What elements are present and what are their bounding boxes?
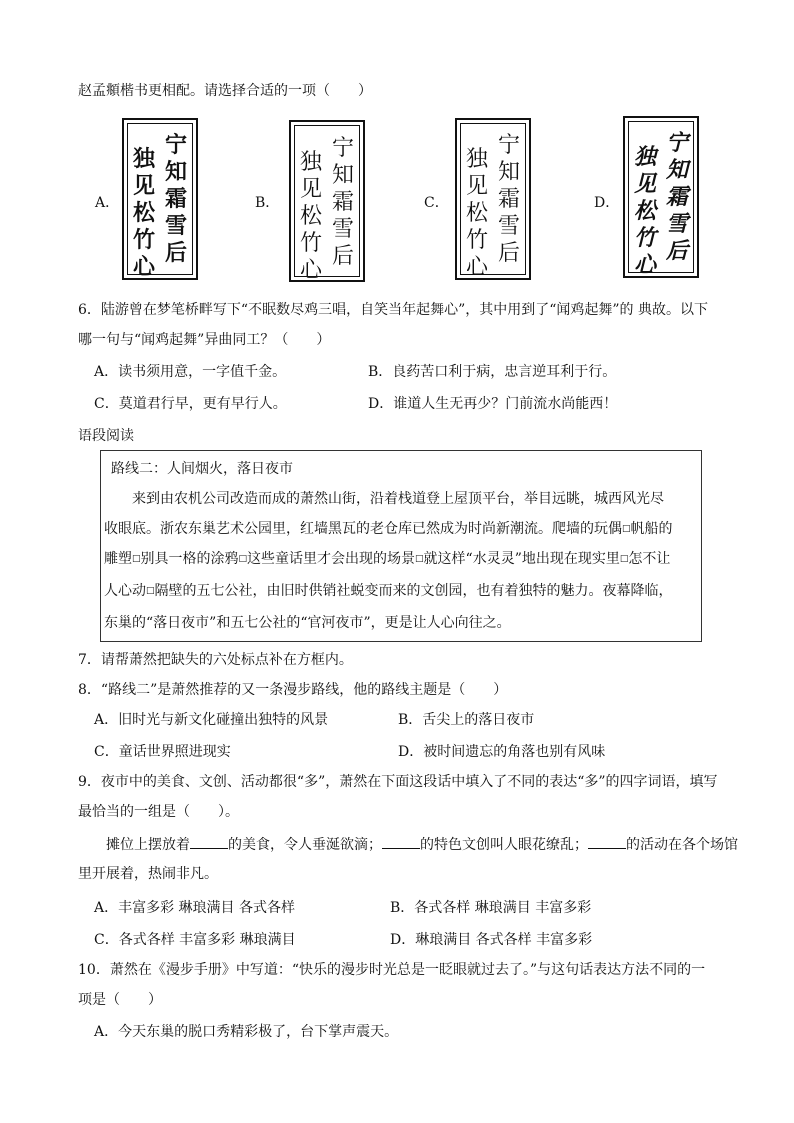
q6-option-a[interactable]: A．读书须用意，一字值千金。 (94, 364, 287, 380)
passage-heading: 路线二：人间烟火，落日夜市 (111, 461, 293, 477)
q10-stem-line1: 10．萧然在《漫步手册》中写道：“快乐的漫步时光总是一眨眼就过去了。”与这句话表达方法不同的一 (78, 962, 706, 978)
q9-paragraph-line1: 摊位上摆放着 的美食，令人垂涎欲滴； 的特色文创叫人眼花缭乱； 的活动在各个场馆 (106, 834, 738, 855)
q8-option-b[interactable]: B．舌尖上的落日夜市 (398, 712, 535, 728)
q9-option-b[interactable]: B．各式各样 琳琅满目 丰富多彩 (390, 900, 592, 916)
punctuation-box[interactable]: □ (415, 554, 424, 564)
option-a-label: A． (95, 195, 120, 211)
q9-paragraph-line2: 里开展着，热闹非凡。 (78, 866, 218, 882)
punctuation-box[interactable]: □ (238, 554, 248, 564)
q9-option-d[interactable]: D．琳琅满目 各式各样 丰富多彩 (390, 932, 593, 948)
q9-option-a[interactable]: A．丰富多彩 琳琅满目 各式各样 (94, 900, 296, 916)
calligraphy-option-d[interactable]: 宁 知 霜 雪 后 独 见 松 竹 心 (623, 116, 699, 278)
fill-blank[interactable] (382, 834, 420, 849)
q8-option-d[interactable]: D．被时间遗忘的角落也别有风味 (398, 744, 606, 760)
q6-option-c[interactable]: C．莫道君行早，更有早行人。 (94, 396, 287, 412)
calligraphy-option-c[interactable]: 宁 知 霜 雪 后 独 见 松 竹 心 (455, 118, 531, 280)
passage-line: 收眼底。浙农东巢艺术公园里，红墙黑瓦的老仓库已然成为时尚新潮流。爬墙的玩偶□帆船的 (104, 521, 673, 537)
passage-box (100, 450, 702, 642)
option-c-label: C． (424, 195, 449, 211)
q6-option-d[interactable]: D．谁道人生无再少？门前流水尚能西！ (368, 396, 618, 412)
q9-option-c[interactable]: C．各式各样 丰富多彩 琳琅满目 (94, 932, 296, 948)
passage-line: 东巢的“落日夜市”和五七公社的“官河夜市”，更是让人心向往之。 (104, 615, 511, 631)
q8-stem: 8．“路线二”是萧然推荐的又一条漫步路线，他的路线主题是（ ） (78, 682, 508, 698)
q8-option-a[interactable]: A．旧时光与新文化碰撞出独特的风景 (94, 712, 329, 728)
section-title: 语段阅读 (78, 428, 134, 444)
q6-stem-line1: 6．陆游曾在梦笔桥畔写下“不眠数尽鸡三唱，自笑当年起舞心”，其中用到了“闻鸡起舞”的 典故。以下 (78, 302, 708, 318)
q7-stem: 7．请帮萧然把缺失的六处标点补在方框内。 (78, 652, 353, 668)
option-b-label: B． (255, 195, 280, 211)
q9-stem-line1: 9．夜市中的美食、文创、活动都很“多”，萧然在下面这段话中填入了不同的表达“多”的四字词语，填写 (78, 774, 718, 790)
fill-blank[interactable] (588, 834, 626, 849)
calligraphy-option-a[interactable]: 宁 知 霜 雪 后 独 见 松 竹 心 (122, 118, 198, 280)
punctuation-box[interactable]: □ (619, 554, 629, 564)
option-d-label: D． (594, 195, 620, 211)
passage-line: 来到由农机公司改造而成的萧然山街，沿着栈道登上屋顶平台，举目远眺，城西风光尽 (132, 491, 664, 507)
q6-option-b[interactable]: B．良药苦口利于病，忠言逆耳利于行。 (368, 364, 617, 380)
intro-line: 赵孟頫楷书更相配。请选择合适的一项（ ） (78, 83, 372, 99)
q10-option-a[interactable]: A．今天东巢的脱口秀精彩极了，台下掌声震天。 (94, 1024, 399, 1040)
q9-stem-line2: 最恰当的一组是（ ）。 (78, 804, 239, 820)
punctuation-box[interactable]: □ (132, 554, 141, 564)
punctuation-box[interactable]: □ (622, 524, 631, 534)
q10-stem-line2: 项是（ ） (78, 992, 162, 1008)
punctuation-box[interactable]: □ (146, 586, 155, 596)
passage-line: 雕塑□别具一格的涂鸦□这些童话里才会出现的场景□就这样“水灵灵”地出现在现实里□怎不让 (104, 551, 671, 567)
passage-line: 人心动□隔壁的五七公社，由旧时供销社蜕变而来的文创园，也有着独特的魅力。夜幕降临， (104, 583, 673, 599)
q6-stem-line2: 哪一句与“闻鸡起舞”异曲同工？（ ） (78, 332, 331, 348)
q8-option-c[interactable]: C．童话世界照进现实 (94, 744, 231, 760)
calligraphy-option-b[interactable]: 宁 知 霜 雪 后 独 见 松 竹 心 (289, 120, 365, 282)
fill-blank[interactable] (190, 834, 228, 849)
